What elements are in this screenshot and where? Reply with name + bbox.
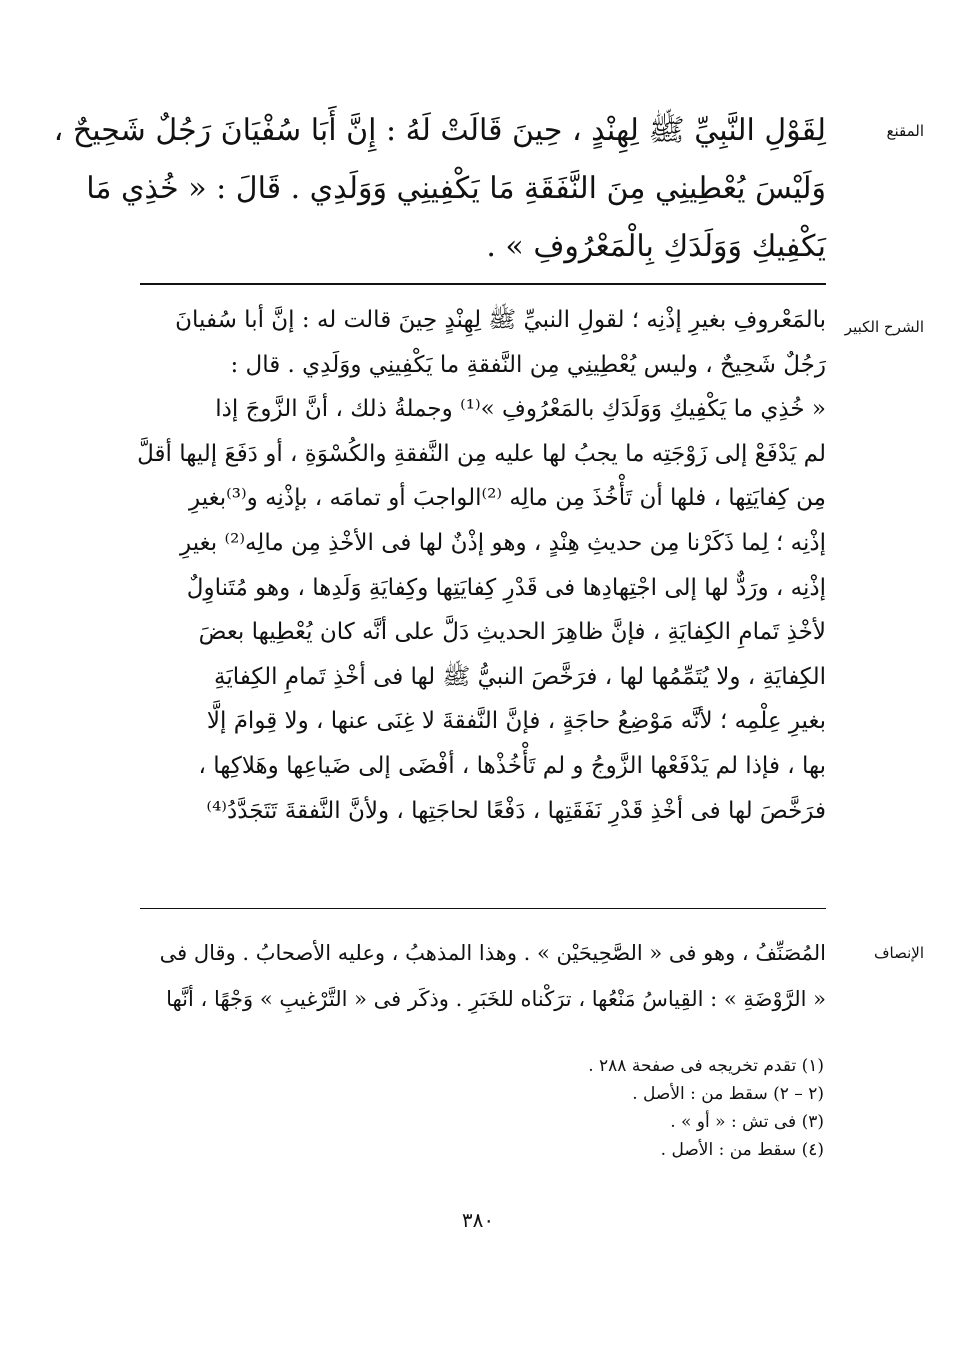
section-label-muqni: المقنع bbox=[886, 122, 924, 140]
footnotes bbox=[424, 1052, 824, 1164]
text-line: إذْنِه ، ورَدٌّ لها إلى اجْتِهادِها فى قَدْرِ كِفايَتِها وكِفايَةِ وَلَدِها ، وهو مُتَناوِلٌ bbox=[186, 574, 826, 601]
footnote: (٤) سقط من : الأصل . bbox=[660, 1140, 824, 1160]
muqni-text bbox=[53, 102, 826, 276]
text-line: لم يَدْفَعْ إلى زَوْجَتِه ما يجبُ لها عليه مِن النَّفقةِ والكُسْوَةِ ، أو دَفَعَ إليها أقلَّ bbox=[137, 440, 826, 467]
text-line: بغيرِ عِلْمِه ؛ لأنَّه مَوْضِعُ حاجَةٍ ، فإنَّ النَّفقةَ لا غِنَى عنها ، ولا قِوامَ إلَّا bbox=[206, 708, 826, 735]
text-line: وَلَيْسَ يُعْطِينِي مِنَ النَّفَقَةِ مَا يَكْفِينِي وَوَلَدِي . قَالَ : « خُذِي مَا bbox=[86, 171, 826, 206]
footnote: (١) تقدم تخريجه فى صفحة ٢٨٨ . bbox=[588, 1056, 824, 1076]
section-divider bbox=[140, 908, 826, 909]
section-label-sharh: الشرح الكبير bbox=[844, 318, 924, 336]
text-line: الكِفايَةِ ، ولا يُتَمِّمُها لها ، فرَخَّصَ النبيُّ ﷺ لها فى أخْذِ تَمامِ الكِفايَةِ bbox=[214, 663, 826, 690]
text-line: لأخْذِ تَمامِ الكِفايَةِ ، فإنَّ ظاهِرَ الحديثِ دَلَّ على أنَّه كان يُعْطِيها بعضَ bbox=[198, 619, 826, 646]
section-label-insaf: الإنصاف bbox=[873, 944, 924, 962]
text-line: رَجُلٌ شَحِيحٌ ، وليس يُعْطِينِي مِن النَّفقةِ ما يَكْفِينِي ووَلَدِي . قال : bbox=[230, 351, 826, 378]
text-line: بها ، فإذا لم يَدْفَعْها الزَّوجُ و لم تَأْخُذْها ، أفْضَى إلى ضَياعِها وهَلاكِها ، bbox=[198, 752, 826, 779]
text-line: « خُذِي ما يَكْفِيكِ وَوَلَدَكِ بالمَعْرُوفِ »⁽¹⁾ وجملةُ ذلك ، أنَّ الزَّوجَ إذا bbox=[215, 396, 826, 423]
text-line: إذْنِه ؛ لِما ذَكَرْنا مِن حديثِ هِنْدٍ ، وهو إذْنٌ لها فى الأخْذِ مِن مالِه⁽²⁾ بغيرِ bbox=[180, 529, 826, 556]
sharh-text bbox=[138, 298, 826, 833]
text-line: يَكْفِيكِ وَوَلَدَكِ بِالْمَعْرُوفِ » . bbox=[486, 229, 826, 264]
text-line: بالمَعْروفِ بغيرِ إذْنِه ؛ لقولِ النبيِّ ﷺ لِهِنْدٍ حِينَ قالت له : إنَّ أبا سُفيانَ bbox=[175, 307, 826, 333]
text-line: لِقَوْلِ النَّبِيِّ ﷺ لِهِنْدٍ ، حِينَ قَالَتْ لَهُ : إِنَّ أَبَا سُفْيَانَ رَجُلٌ شَحِيحٌ ، bbox=[53, 113, 826, 148]
page-number: ٣٨٠ bbox=[461, 1208, 495, 1232]
text-line: المُصَنِّفُ ، وهو فى « الصَّحِيحَيْن » . وهذا المذهبُ ، وعليه الأصحابُ . وقال فى bbox=[159, 941, 826, 965]
footnote: (٣) فى تش : « أو » . bbox=[670, 1112, 824, 1132]
text-line: « الرَّوْضَةِ » : القِياسُ مَنْعُها ، ترَكْناه للخَبَرِ . وذكَر فى « التَّرْغيبِ » وَجْهًا ، أنَّها bbox=[166, 987, 826, 1011]
footnote: (٢ – ٢) سقط من : الأصل . bbox=[632, 1084, 824, 1104]
insaf-text bbox=[138, 930, 826, 1022]
text-line: فرَخَّصَ لها فى أخْذِ قَدْرِ نَفَقَتِها ، دَفْعًا لحاجَتِها ، ولأنَّ النَّفقةَ تَتَجَدَّدُ⁽⁴⁾ bbox=[206, 797, 826, 824]
section-divider bbox=[140, 283, 826, 285]
text-line: مِن كِفايَتِها ، فلها أن تَأْخُذَ مِن مالِه ⁽²⁾الواجبَ أو تمامَه ، بإذْنِه و⁽³⁾بغيرِ bbox=[189, 485, 826, 512]
